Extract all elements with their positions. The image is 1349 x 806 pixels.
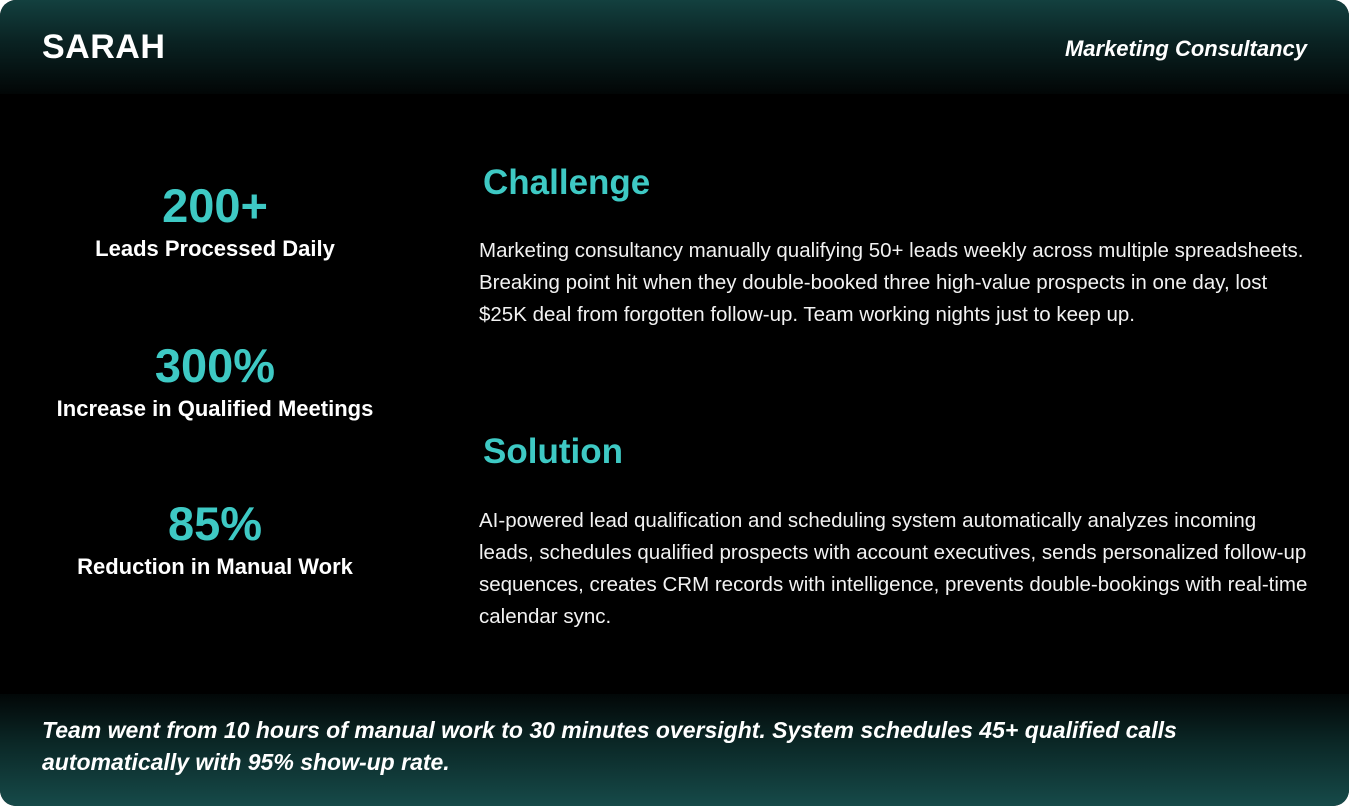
solution-title: Solution (483, 432, 623, 471)
stat-meetings (0, 340, 430, 422)
result-summary: Team went from 10 hours of manual work to 30 minutes oversight. System schedules 45+ qualified calls automatically with 95% show-up rate. (42, 717, 1177, 775)
stat-leads (0, 180, 430, 262)
stat-value: 200+ (162, 179, 268, 232)
stat-label: Reduction in Manual Work (77, 553, 353, 579)
solution-body: AI-powered lead qualification and scheduling system automatically analyzes incoming leads, schedules qualified prospects with account executives, sends personalized follow-up sequences, creates CRM records with intelligence, prevents double-bookings with real-time calendar sync. (479, 509, 1308, 628)
client-name: SARAH (42, 28, 166, 66)
stat-label: Leads Processed Daily (95, 235, 335, 261)
challenge-title: Challenge (483, 163, 651, 202)
challenge-body: Marketing consultancy manually qualifying 50+ leads weekly across multiple spreadsheets. Breaking point hit when they double-booked three high-value prospects in one day, lost $25K deal from forgotten follow-up. Team working nights just to keep up. (479, 239, 1304, 326)
stat-label: Increase in Qualified Meetings (56, 395, 374, 421)
result-footer (0, 694, 1349, 806)
stat-value: 300% (154, 339, 276, 392)
client-industry: Marketing Consultancy (1064, 36, 1307, 61)
card-header (0, 0, 1349, 94)
stat-value: 85% (167, 497, 263, 550)
stat-manual-work (0, 498, 430, 580)
